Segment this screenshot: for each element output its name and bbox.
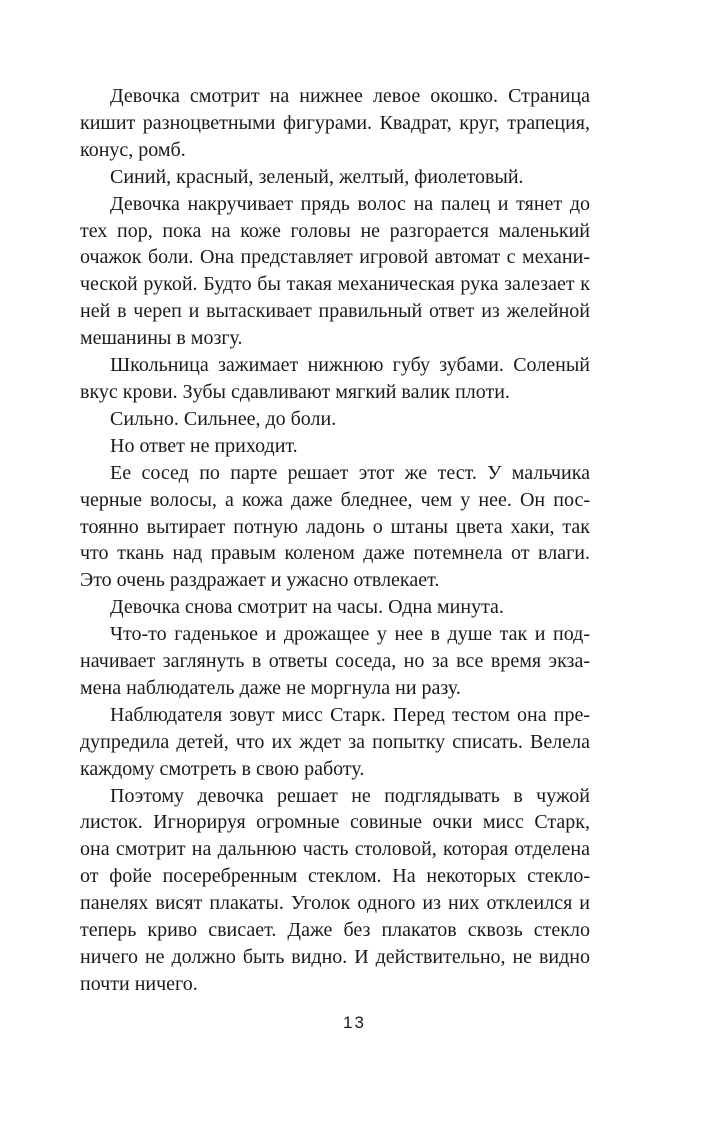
- paragraph-2: Синий, красный, зеленый, желтый, фиолетовый.: [110, 165, 524, 188]
- page-body: [80, 83, 590, 998]
- paragraph-5: Сильно. Сильнее, до боли.: [110, 407, 337, 430]
- paragraph-8: Девочка снова смотрит на часы. Одна минута.: [110, 596, 504, 619]
- paragraph-11: Поэтому девочка решает не подглядывать в чужой листок. Игнорируя огромные совиные очки мисс Старк, она смотрит на дальнюю часть столовой, которая отделена от фойе посеребренным стеклом. На некоторых стеклопанелях висят плакаты. Уголок одного из них отклеился и теперь криво свисает. Даже без плакатов сквозь стекло ничего не должно быть видно. И действительно, не видно почти ничего.: [80, 784, 590, 995]
- paragraph-1: Девочка смотрит на нижнее левое окошко. Страница кишит разноцветными фигурами. Квадрат, круг, трапеция, конус, ромб.: [80, 85, 590, 161]
- page-number: 13: [343, 1013, 366, 1032]
- paragraph-10: Наблюдателя зовут мисс Старк. Перед тестом она предупредила детей, что их ждет за попытку списать. Велела каждому смотреть в свою работу.: [80, 703, 590, 780]
- paragraph-3: Девочка накручивает прядь волос на палец и тянет до тех пор, пока на коже головы не разгорается маленький очажок боли. Она представляет игровой автомат с механической рукой. Будто бы такая механическая рука залезает к ней в череп и вытаскивает правильный ответ из желейной мешанины в мозгу.: [80, 192, 590, 350]
- paragraph-6: Но ответ не приходит.: [110, 434, 298, 457]
- paragraph-7: Ее сосед по парте решает этот же тест. У мальчика черные волосы, а кожа даже бледнее, чем у нее. Он постоянно вытирает потную ладонь о штаны цвета хаки, так что ткань над правым коленом даже потемнела от влаги. Это очень раздражает и ужасно отвлекает.: [80, 461, 590, 592]
- paragraph-4: Школьница зажимает нижнюю губу зубами. Соленый вкус крови. Зубы сдавливают мягкий валик плоти.: [80, 354, 590, 403]
- paragraph-9: Что-то гаденькое и дрожащее у нее в душе так и подначивает заглянуть в ответы соседа, но за все время экзамена наблюдатель даже не моргнула ни разу.: [80, 623, 590, 699]
